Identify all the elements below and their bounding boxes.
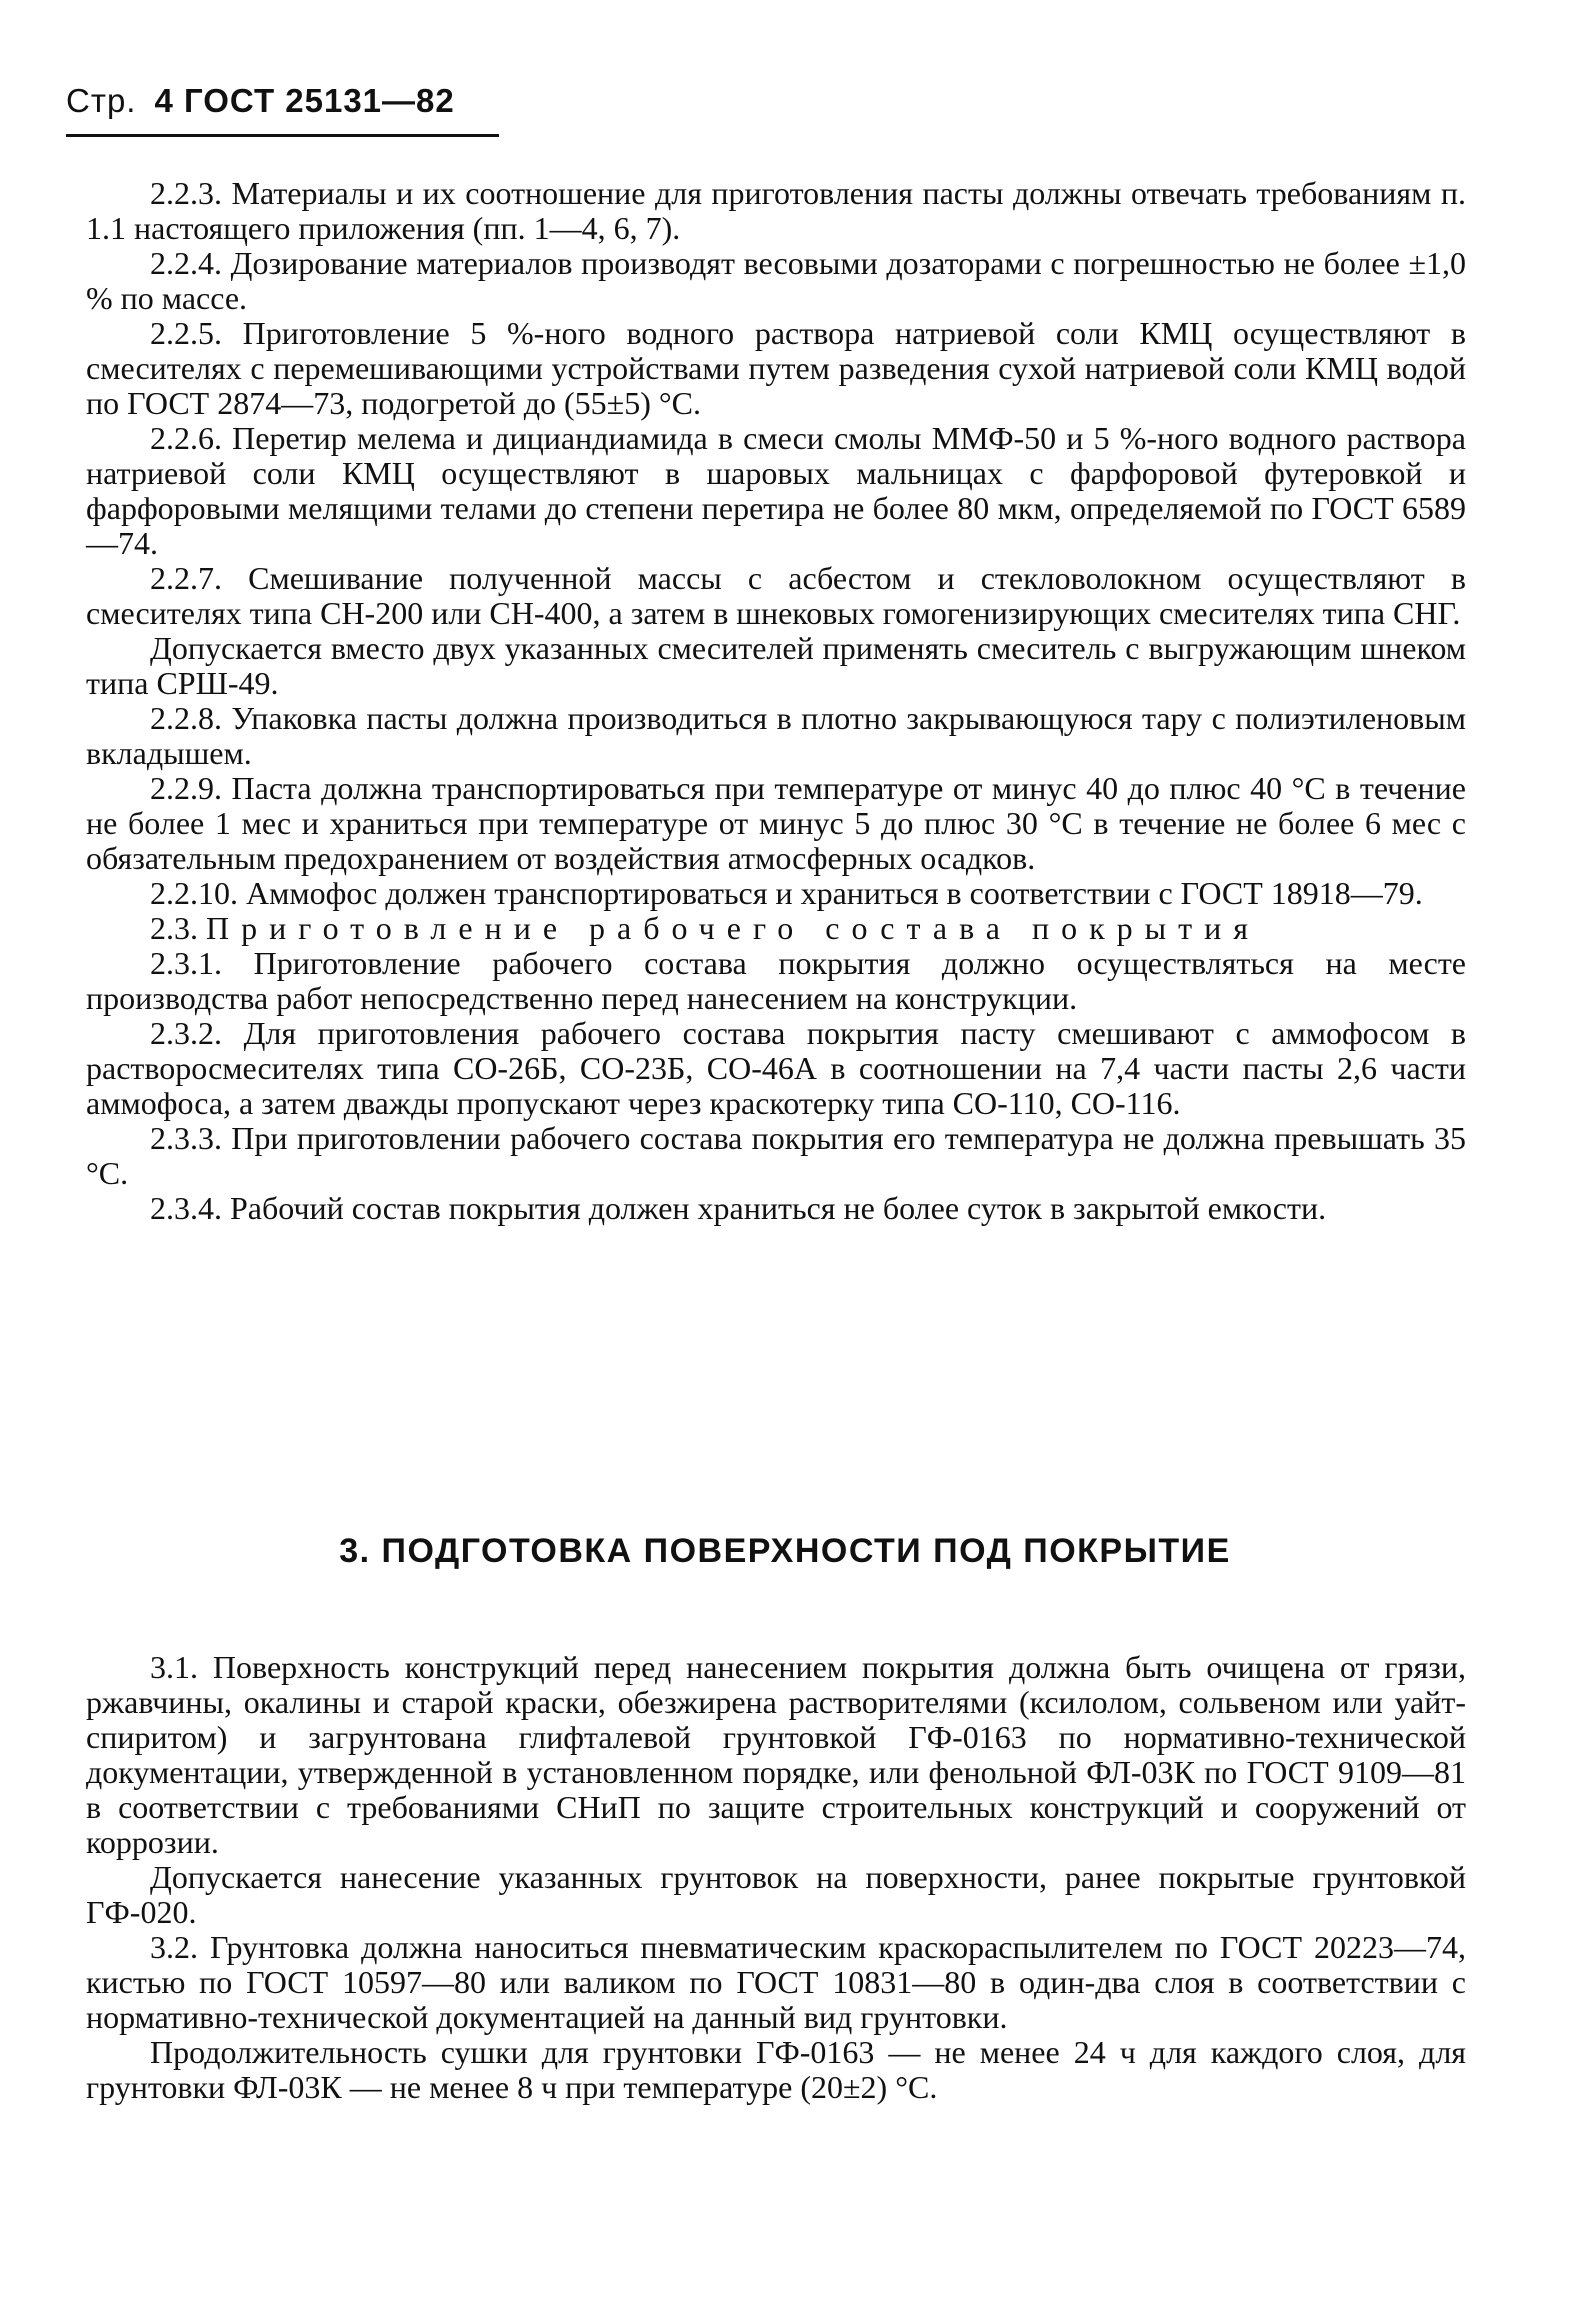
paragraph-3-1: 3.1. Поверхность конструкций перед нанесением покрытия должна быть очищена от грязи, ржавчины, окалины и старой краски, обезжирена растворителями (ксилолом, сольвеном или уайт-спиритом) и загрунтована глифталевой грунтовкой ГФ-0163 по нормативно-технической документации, утвержденной в установленном порядке, или фенольной ФЛ-03К по ГОСТ 9109—81 в соответствии с требованиями СНиП по защите строительных конструкций и сооружений от коррозии. xyxy=(86,1649,1466,1860)
paragraph-2-3-1: 2.3.1. Приготовление рабочего состава покрытия должно осуществляться на месте производства работ непосредственно перед нанесением на конструкции. xyxy=(86,945,1466,1016)
paragraph-2-2-3: 2.2.3. Материалы и их соотношение для приготовления пасты должны отвечать требованиям п. 1.1 настоящего приложения (пп. 1—4, 6, 7). xyxy=(86,175,1466,246)
paragraph-3-2-drying: Продолжительность сушки для грунтовки ГФ-0163 — не менее 24 ч для каждого слоя, для грунтовки ФЛ-03К — не менее 8 ч при температуре (20±2) °С. xyxy=(86,2034,1466,2105)
subsection-number: 2.3. xyxy=(150,910,198,946)
header-rule xyxy=(66,134,499,137)
paragraph-2-3-4: 2.3.4. Рабочий состав покрытия должен храниться не более суток в закрытой емкости. xyxy=(150,1190,1327,1226)
paragraph-2-2-4: 2.2.4. Дозирование материалов производят весовыми дозаторами с погрешностью не более ±1,0 % по массе. xyxy=(86,245,1466,316)
paragraph-2-3-3: 2.3.3. При приготовлении рабочего состава покрытия его температура не должна превышать 35 °С. xyxy=(86,1120,1466,1191)
subsection-2-3-title xyxy=(86,911,1466,946)
section-3-body xyxy=(86,1650,1466,2105)
paragraph-3-1-note: Допускается нанесение указанных грунтовок на поверхности, ранее покрытые грунтовкой ГФ-020. xyxy=(86,1859,1466,1930)
paragraph-2-2-7-note: Допускается вместо двух указанных смесителей применять смеситель с выгружающим шнеком типа СРШ-49. xyxy=(86,630,1466,701)
paragraph-2-2-9: 2.2.9. Паста должна транспортироваться при температуре от минус 40 до плюс 40 °С в течение не более 1 мес и храниться при температуре от минус 5 до плюс 30 °С в течение не более 6 мес с обязательным предохранением от воздействия атмосферных осадков. xyxy=(86,770,1466,876)
paragraph-2-3-2: 2.3.2. Для приготовления рабочего состава покрытия пасту смешивают с аммофосом в растворосмесителях типа СО-26Б, СО-23Б, СО-46А в соотношении на 7,4 части пасты 2,6 части аммофоса, а затем дважды пропускают через краскотерку типа СО-110, СО-116. xyxy=(86,1015,1466,1121)
paragraph-2-2-8: 2.2.8. Упаковка пасты должна производиться в плотно закрывающуюся тару с полиэтиленовым вкладышем. xyxy=(86,700,1466,771)
section-2-continuation xyxy=(86,176,1466,1226)
paragraph-2-2-10: 2.2.10. Аммофос должен транспортироваться и храниться в соответствии с ГОСТ 18918—79. xyxy=(150,875,1423,911)
subsection-title: Приготовление рабочего состава покрытия xyxy=(206,910,1260,946)
running-header xyxy=(66,82,455,120)
paragraph-3-2: 3.2. Грунтовка должна наноситься пневматическим краскораспылителем по ГОСТ 20223—74, кистью по ГОСТ 10597—80 или валиком по ГОСТ 10831—80 в один-два слоя в соответствии с нормативно-технической документацией на данный вид грунтовки. xyxy=(86,1929,1466,2035)
section-3-heading: 3. ПОДГОТОВКА ПОВЕРХНОСТИ ПОД ПОКРЫТИЕ xyxy=(339,1532,1231,1570)
standard-reference: 4 ГОСТ 25131—82 xyxy=(154,82,455,119)
paragraph-2-2-5: 2.2.5. Приготовление 5 %-ного водного раствора натриевой соли КМЦ осуществляют в смесителях с перемешивающими устройствами путем разведения сухой натриевой соли КМЦ водой по ГОСТ 2874—73, подогретой до (55±5) °С. xyxy=(86,315,1466,421)
page-prefix: Стр. xyxy=(66,82,137,119)
paragraph-2-2-7: 2.2.7. Смешивание полученной массы с асбестом и стекловолокном осуществляют в смесителях типа СН-200 или СН-400, а затем в шнековых гомогенизирующих смесителях типа СНГ. xyxy=(86,560,1466,631)
paragraph-2-2-6: 2.2.6. Перетир мелема и дициандиамида в смеси смолы ММФ-50 и 5 %-ного водного раствора натриевой соли КМЦ осуществляют в шаровых мальницах с фарфоровой футеровкой и фарфоровыми мелящими телами до степени перетира не более 80 мкм, определяемой по ГОСТ 6589—74. xyxy=(86,420,1466,561)
